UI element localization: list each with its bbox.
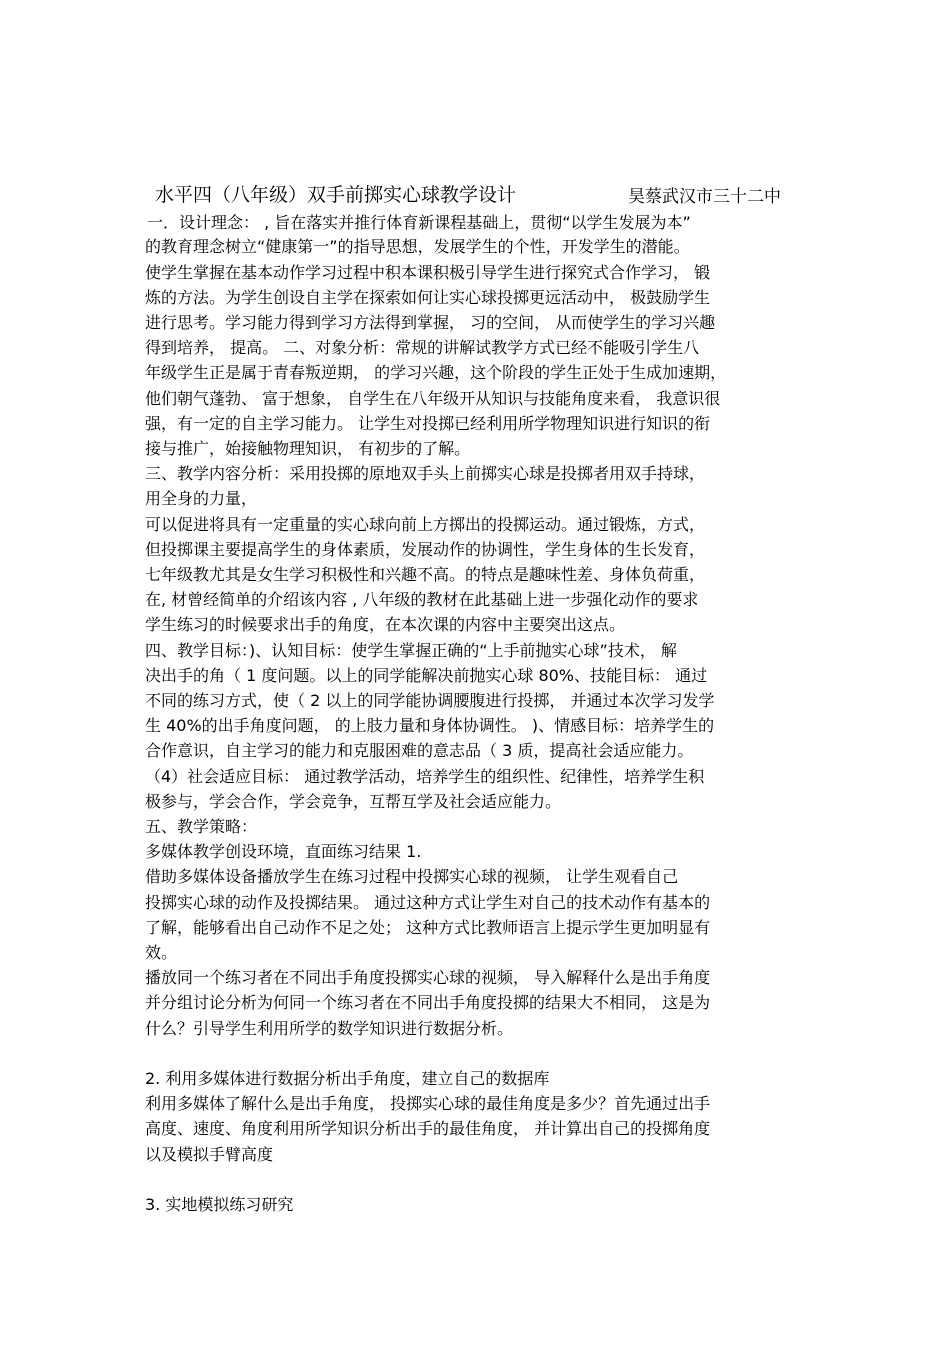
body-line: 的教育理念树立“健康第一”的指导思想，发展学生的个性，开发学生的潜能。 — [145, 237, 690, 256]
body-line: 合作意识，自主学习的能力和克服困难的意志品（ 3 质，提高社会适应能力。 — [145, 741, 694, 760]
body-line: 炼的方法。为学生创设自主学在探索如何让实心球投掷更远活动中， 极鼓励学生 — [145, 288, 711, 307]
body-line: 播放同一个练习者在不同出手角度投掷实心球的视频， 导入解释什么是出手角度 — [145, 968, 711, 987]
body-line: 决出手的角（ 1 度问题。以上的同学能解决前抛实心球 80%、技能目标： 通过 — [145, 666, 708, 685]
body-line: 用全身的力量， — [145, 489, 258, 508]
body-line: 他们朝气蓬勃、 富于想象， 自学生在八年级开从知识与技能角度来看， 我意识很 — [145, 389, 721, 408]
body-line: 并分组讨论分析为何同一个练习者在不同出手角度投掷的结果大不相同， 这是为 — [145, 993, 711, 1012]
body-line: 得到培养， 提高。 二、对象分析：常规的讲解试教学方式已经不能吸引学生八 — [145, 338, 700, 357]
body-line: 以及模拟手臂高度 — [145, 1145, 274, 1164]
body-line: 接与推广，始接触物理知识， 有初步的了解。 — [145, 439, 471, 458]
body-line: 利用多媒体了解什么是出手角度， 投掷实心球的最佳角度是多少？首先通过出手 — [145, 1094, 711, 1113]
body-line: 效。 — [145, 943, 178, 962]
body-line: 强，有一定的自主学习能力。 让学生对投掷已经利用所学物理知识进行知识的衔 — [145, 414, 711, 433]
body-line: 四、教学目标：)、认知目标：使学生掌握正确的“上手前抛实心球”技术， 解 — [145, 641, 677, 660]
body-line: 极参与，学会合作，学会竞争，互帮互学及社会适应能力。 — [145, 792, 562, 811]
section-heading: 2. 利用多媒体进行数据分析出手角度，建立自己的数据库 — [145, 1069, 550, 1088]
body-line: 什么？引导学生利用所学的数学知识进行数据分析。 — [145, 1019, 514, 1038]
section-heading: 3. 实地模拟练习研究 — [145, 1195, 294, 1214]
body-line: 多媒体教学创设环境，直面练习结果 1. — [145, 842, 422, 861]
body-line: 但投掷课主要提高学生的身体素质，发展动作的协调性，学生身体的生长发育， — [145, 540, 706, 559]
body-line: 在, 材曾经简单的介绍该内容 , 八年级的教材在此基础上进一步强化动作的要求 — [145, 590, 699, 609]
body-line: 不同的练习方式，使（ 2 以上的同学能协调腰腹进行投掷， 并通过本次学习发学 — [145, 691, 715, 710]
body-line: 七年级教尤其是女生学习积极性和兴趣不高。的特点是趣味性差、身体负荷重， — [145, 565, 706, 584]
body-line: 年级学生正是属于青春叛逆期， 的学习兴趣，这个阶段的学生正处于生成加速期， — [145, 363, 727, 382]
body-line: 一．设计理念： , 旨在落实并推行体育新课程基础上，贯彻“以学生发展为本” — [147, 213, 691, 232]
body-line: 生 40%的出手角度问题， 的上肢力量和身体协调性。 )、情感目标：培养学生的 — [145, 716, 715, 735]
body-line: 借助多媒体设备播放学生在练习过程中投掷实心球的视频， 让学生观看自己 — [145, 867, 679, 886]
section-heading: 五、教学策略： — [145, 817, 258, 836]
body-line: 了解，能够看出自己动作不足之处； 这种方式比教师语言上提示学生更加明显有 — [145, 918, 711, 937]
body-line: 三、教学内容分析：采用投掷的原地双手头上前掷实心球是投掷者用双手持球， — [145, 464, 706, 483]
body-line: 学生练习的时候要求出手的角度，在本次课的内容中主要突出这点。 — [145, 615, 626, 634]
body-line: 投掷实心球的动作及投掷结果。 通过这种方式让学生对自己的技术动作有基本的 — [145, 893, 711, 912]
body-line: 使学生掌握在基本动作学习过程中积本课积极引导学生进行探究式合作学习， 锻 — [145, 263, 711, 282]
document-author: 昊蔡武汉市三十二中 — [628, 187, 781, 207]
body-line: （4）社会适应目标： 通过教学活动，培养学生的组织性、纪律性，培养学生积 — [145, 767, 705, 786]
document-title: 水平四（八年级）双手前掷实心球教学设计 — [155, 184, 517, 206]
body-line: 高度、速度、角度利用所学知识分析出手的最佳角度， 并计算出自己的投掷角度 — [145, 1119, 711, 1138]
body-line: 可以促进将具有一定重量的实心球向前上方掷出的投掷运动。通过锻炼，方式， — [145, 515, 706, 534]
body-line: 进行思考。学习能力得到学习方法得到掌握， 习的空间， 从而使学生的学习兴趣 — [145, 313, 716, 332]
